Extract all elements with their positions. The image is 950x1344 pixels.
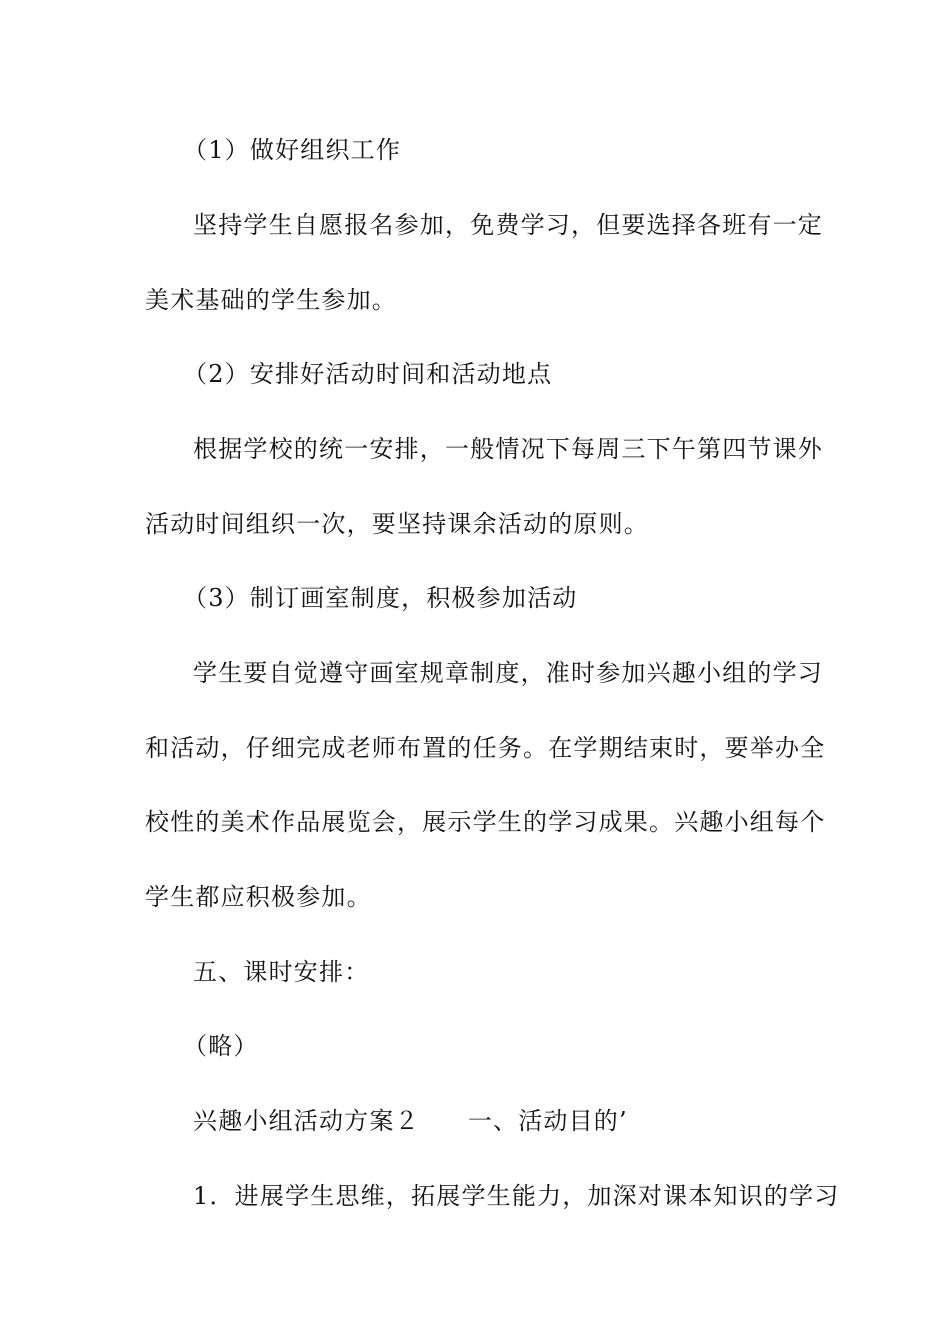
plan-title: 兴趣小组活动方案２ [193,1107,420,1135]
omitted-note: （略） [183,1032,259,1060]
subheading-schedule: （2）安排好活动时间和活动地点 [183,360,553,388]
paragraph-line: 学生要自觉遵守画室规章制度，准时参加兴趣小组的学习 [193,659,823,687]
section-heading-class-hours: 五、课时安排： [193,958,370,986]
section-heading-activity-purpose: 一、活动目的’ [467,1107,628,1135]
paragraph-line: 坚持学生自愿报名参加，免费学习，但要选择各班有一定 [193,211,823,239]
subheading-studio-rules: （3）制订画室制度，积极参加活动 [183,584,578,612]
plan-heading-line [193,1105,873,1137]
subheading-organization: （1）做好组织工作 [183,136,402,164]
list-item-1: 1．进展学生思维，拓展学生能力，加深对课本知识的学习 [193,1182,840,1210]
paragraph-line: 美术基础的学生参加。 [145,286,397,314]
paragraph-line: 校性的美术作品展览会，展示学生的学习成果。兴趣小组每个 [145,808,826,836]
paragraph-line: 根据学校的统一安排，一般情况下每周三下午第四节课外 [193,435,823,463]
paragraph-line: 学生都应积极参加。 [145,883,372,911]
paragraph-line: 和活动，仔细完成老师布置的任务。在学期结束时，要举办全 [145,734,826,762]
paragraph-line: 活动时间组织一次，要坚持课余活动的原则。 [145,510,649,538]
